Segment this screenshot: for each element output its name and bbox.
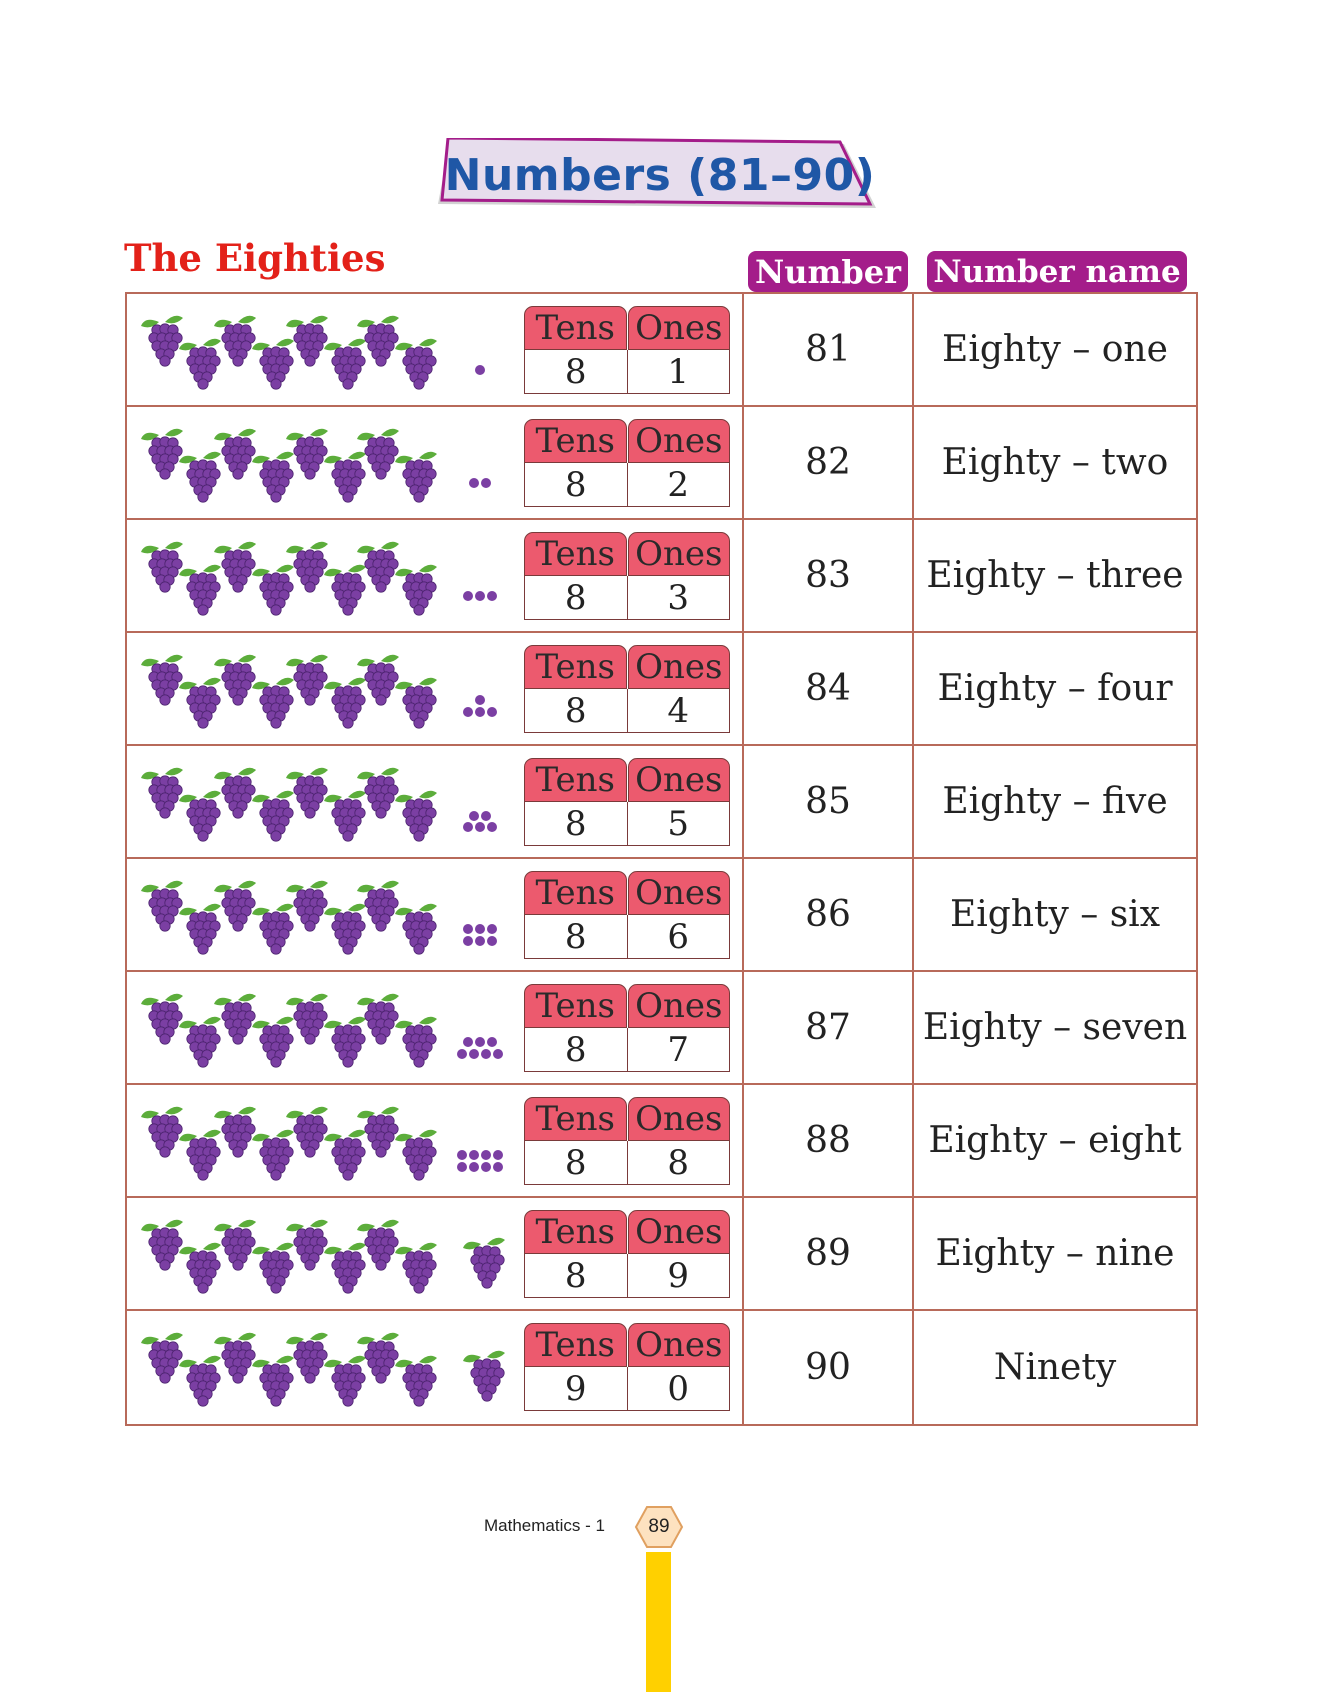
table-row — [127, 633, 1196, 746]
number-cell: 90 — [744, 1311, 914, 1424]
grape-tens-group — [135, 875, 565, 955]
tens-value: 8 — [564, 464, 587, 505]
grape-bunch-icon — [179, 1243, 221, 1293]
tens-ones-chart — [524, 871, 730, 959]
grape-tens-group — [135, 1101, 565, 1181]
grape-bunch-icon — [324, 1356, 366, 1406]
grape-bunch-icon — [252, 452, 294, 502]
grape-dot-icon — [469, 1162, 479, 1172]
tens-label: Tens — [524, 871, 627, 915]
ones-value: 9 — [627, 1254, 730, 1297]
grape-dot-icon — [475, 591, 485, 601]
tens-ones-values — [524, 350, 730, 394]
grape-dot-icon — [469, 478, 479, 488]
tens-ones-chart — [524, 984, 730, 1072]
tens-ones-chart — [524, 306, 730, 394]
ones-label: Ones — [628, 306, 731, 350]
number-name-column-header: Number name — [927, 251, 1187, 292]
grape-dot-icon — [493, 1162, 503, 1172]
grape-bunch-icon — [179, 678, 221, 728]
table-row — [127, 1198, 1196, 1311]
grape-dot-icon — [463, 936, 473, 946]
tens-ones-chart — [524, 532, 730, 620]
grape-dot-icon — [457, 1049, 467, 1059]
section-heading: The Eighties — [124, 236, 386, 280]
grape-bunch-icon — [395, 1130, 437, 1180]
grape-bunch-icon — [252, 1243, 294, 1293]
tens-value: 8 — [564, 803, 587, 844]
tens-ones-values — [524, 1028, 730, 1072]
grape-dot-icon — [487, 1037, 497, 1047]
grape-bunch-icon — [179, 791, 221, 841]
grape-bunch-icon — [179, 1130, 221, 1180]
picture-cell — [127, 859, 744, 970]
grape-dot-icon — [463, 822, 473, 832]
grape-bunch-icon — [252, 791, 294, 841]
tens-ones-header — [524, 306, 730, 350]
grape-bunch-icon — [252, 339, 294, 389]
ones-value: 1 — [627, 350, 730, 393]
number-column-header: Number — [748, 251, 908, 292]
grape-dot-icon — [487, 924, 497, 934]
picture-cell — [127, 520, 744, 631]
grape-dot-icon — [463, 1037, 473, 1047]
ones-label: Ones — [628, 871, 731, 915]
ones-label: Ones — [628, 532, 731, 576]
grape-bunch-icon — [252, 904, 294, 954]
tens-ones-header — [524, 1323, 730, 1367]
number-cell: 88 — [744, 1085, 914, 1196]
tens-label: Tens — [524, 984, 627, 1028]
grape-bunch-icon — [324, 452, 366, 502]
number-cell: 85 — [744, 746, 914, 857]
ones-value: 2 — [627, 463, 730, 506]
tens-value: 8 — [564, 1029, 587, 1070]
number-cell: 83 — [744, 520, 914, 631]
title-banner — [436, 138, 884, 212]
grape-tens-group — [135, 1327, 565, 1407]
tens-label: Tens — [524, 1210, 627, 1254]
grape-dot-icon — [487, 591, 497, 601]
tens-label: Tens — [524, 306, 627, 350]
number-cell: 86 — [744, 859, 914, 970]
ones-value: 6 — [627, 915, 730, 958]
grape-bunch-icon — [395, 791, 437, 841]
grape-bunch-icon — [141, 542, 183, 592]
grape-bunch-icon — [395, 1356, 437, 1406]
table-row — [127, 407, 1196, 520]
grape-dot-icon — [475, 936, 485, 946]
number-name-cell: Eighty – eight — [928, 1120, 1182, 1161]
ones-value: 5 — [627, 802, 730, 845]
grape-bunch-icon — [395, 452, 437, 502]
tens-ones-header — [524, 984, 730, 1028]
picture-cell — [127, 1198, 744, 1309]
grape-dot-icon — [481, 1049, 491, 1059]
picture-cell — [127, 972, 744, 1083]
tens-ones-header — [524, 419, 730, 463]
grape-bunch-icon — [179, 1356, 221, 1406]
tens-ones-header — [524, 758, 730, 802]
tens-ones-values — [524, 915, 730, 959]
tens-ones-header — [524, 645, 730, 689]
grape-dot-icon — [469, 1049, 479, 1059]
tens-ones-header — [524, 871, 730, 915]
number-name-cell: Eighty – seven — [922, 1007, 1188, 1048]
grape-bunch-icon — [252, 565, 294, 615]
ones-value: 7 — [627, 1028, 730, 1071]
grape-bunch-icon — [324, 791, 366, 841]
ones-label: Ones — [628, 758, 731, 802]
ones-value: 8 — [627, 1141, 730, 1184]
grape-dot-icon — [487, 822, 497, 832]
tens-ones-header — [524, 1097, 730, 1141]
grape-dot-icon — [457, 1150, 467, 1160]
grape-bunch-icon — [324, 339, 366, 389]
tens-value: 8 — [564, 1255, 587, 1296]
grape-dot-icon — [475, 924, 485, 934]
picture-cell — [127, 1311, 744, 1424]
number-name-cell: Eighty – three — [926, 555, 1184, 596]
page-title: Numbers (81–90) — [444, 149, 876, 201]
tens-ones-values — [524, 463, 730, 507]
number-name-cell: Eighty – five — [942, 781, 1168, 822]
number-cell: 81 — [744, 294, 914, 405]
table-row — [127, 294, 1196, 407]
tens-value: 9 — [564, 1368, 587, 1409]
page-marker-bar — [646, 1552, 671, 1692]
grape-bunch-icon — [179, 565, 221, 615]
tens-label: Tens — [524, 419, 627, 463]
table-row — [127, 1311, 1196, 1424]
grape-dot-icon — [457, 1162, 467, 1172]
grape-bunch-icon — [141, 1220, 183, 1270]
tens-ones-header — [524, 532, 730, 576]
grape-dot-icon — [463, 924, 473, 934]
tens-value: 8 — [564, 577, 587, 618]
number-name-cell: Eighty – nine — [935, 1233, 1175, 1274]
grape-dot-icon — [493, 1049, 503, 1059]
grape-bunch-icon — [141, 1107, 183, 1157]
ones-label: Ones — [628, 1097, 731, 1141]
grape-bunch-icon — [395, 339, 437, 389]
grape-bunch-icon — [179, 339, 221, 389]
tens-label: Tens — [524, 532, 627, 576]
number-name-cell: Eighty – two — [941, 442, 1169, 483]
grape-dot-icon — [475, 365, 485, 375]
grape-dot-icon — [475, 695, 485, 705]
number-name-cell: Eighty – one — [942, 329, 1168, 370]
tens-label: Tens — [524, 1097, 627, 1141]
table-row — [127, 520, 1196, 633]
number-cell: 82 — [744, 407, 914, 518]
grape-bunch-icon — [324, 565, 366, 615]
grape-bunch-icon — [252, 1130, 294, 1180]
grape-dot-icon — [475, 822, 485, 832]
grape-tens-group — [135, 1214, 565, 1294]
tens-value: 8 — [564, 916, 587, 957]
grape-dot-icon — [469, 811, 479, 821]
grape-dot-icon — [481, 1150, 491, 1160]
grape-bunch-icon — [324, 904, 366, 954]
tens-ones-chart — [524, 1323, 730, 1411]
tens-label: Tens — [524, 645, 627, 689]
tens-ones-chart — [524, 645, 730, 733]
tens-ones-chart — [524, 1210, 730, 1298]
tens-ones-chart — [524, 758, 730, 846]
grape-bunch-icon — [179, 452, 221, 502]
tens-ones-values — [524, 576, 730, 620]
grape-bunch-icon — [463, 1351, 505, 1401]
numbers-table — [125, 292, 1198, 1426]
tens-ones-values — [524, 1254, 730, 1298]
tens-value: 8 — [564, 1142, 587, 1183]
grape-bunch-icon — [252, 678, 294, 728]
grape-bunch-icon — [141, 316, 183, 366]
grape-dot-icon — [481, 1162, 491, 1172]
grape-tens-group — [135, 762, 565, 842]
table-row — [127, 972, 1196, 1085]
grape-dot-icon — [475, 1037, 485, 1047]
grape-bunch-icon — [141, 429, 183, 479]
footer-book-title: Mathematics - 1 — [484, 1516, 605, 1535]
picture-cell — [127, 294, 744, 405]
grape-bunch-icon — [324, 1243, 366, 1293]
grape-dot-icon — [463, 707, 473, 717]
grape-bunch-icon — [324, 678, 366, 728]
grape-bunch-icon — [179, 904, 221, 954]
grape-tens-group — [135, 536, 565, 616]
grape-dot-icon — [481, 478, 491, 488]
grape-bunch-icon — [141, 768, 183, 818]
tens-ones-values — [524, 1141, 730, 1185]
grape-dot-icon — [493, 1150, 503, 1160]
page-number: 89 — [648, 1516, 670, 1537]
grape-bunch-icon — [395, 1243, 437, 1293]
grape-bunch-icon — [141, 1333, 183, 1383]
tens-ones-values — [524, 802, 730, 846]
ones-label: Ones — [628, 419, 731, 463]
grape-tens-group — [135, 310, 565, 390]
grape-bunch-icon — [141, 881, 183, 931]
tens-ones-chart — [524, 419, 730, 507]
grape-dot-icon — [463, 591, 473, 601]
grape-bunch-icon — [141, 994, 183, 1044]
grape-tens-group — [135, 988, 565, 1068]
grape-bunch-icon — [395, 904, 437, 954]
grape-tens-group — [135, 423, 565, 503]
grape-bunch-icon — [395, 678, 437, 728]
table-row — [127, 1085, 1196, 1198]
tens-label: Tens — [524, 758, 627, 802]
picture-cell — [127, 633, 744, 744]
grape-dot-icon — [469, 1150, 479, 1160]
grape-bunch-icon — [252, 1017, 294, 1067]
grape-bunch-icon — [395, 1017, 437, 1067]
number-cell: 84 — [744, 633, 914, 744]
picture-cell — [127, 1085, 744, 1196]
grape-dot-icon — [487, 707, 497, 717]
number-cell: 89 — [744, 1198, 914, 1309]
table-row — [127, 859, 1196, 972]
ones-label: Ones — [628, 984, 731, 1028]
number-name-cell: Eighty – four — [937, 668, 1173, 709]
tens-ones-chart — [524, 1097, 730, 1185]
number-name-cell: Ninety — [993, 1347, 1117, 1388]
table-row — [127, 746, 1196, 859]
tens-label: Tens — [524, 1323, 627, 1367]
picture-cell — [127, 407, 744, 518]
grape-bunch-icon — [324, 1017, 366, 1067]
grape-tens-group — [135, 649, 565, 729]
tens-ones-values — [524, 1367, 730, 1411]
grape-bunch-icon — [179, 1017, 221, 1067]
grape-bunch-icon — [395, 565, 437, 615]
tens-ones-header — [524, 1210, 730, 1254]
ones-label: Ones — [628, 645, 731, 689]
grape-bunch-icon — [252, 1356, 294, 1406]
grape-bunch-icon — [141, 655, 183, 705]
tens-value: 8 — [564, 690, 587, 731]
tens-value: 8 — [564, 351, 587, 392]
ones-label: Ones — [628, 1210, 731, 1254]
ones-value: 3 — [627, 576, 730, 619]
picture-cell — [127, 746, 744, 857]
tens-ones-values — [524, 689, 730, 733]
grape-bunch-icon — [463, 1238, 505, 1288]
grape-bunch-icon — [324, 1130, 366, 1180]
ones-value: 4 — [627, 689, 730, 732]
ones-label: Ones — [628, 1323, 731, 1367]
grape-dot-icon — [481, 811, 491, 821]
ones-value: 0 — [627, 1367, 730, 1410]
grape-dot-icon — [487, 936, 497, 946]
number-name-cell: Eighty – six — [949, 894, 1160, 935]
number-cell: 87 — [744, 972, 914, 1083]
grape-dot-icon — [475, 707, 485, 717]
